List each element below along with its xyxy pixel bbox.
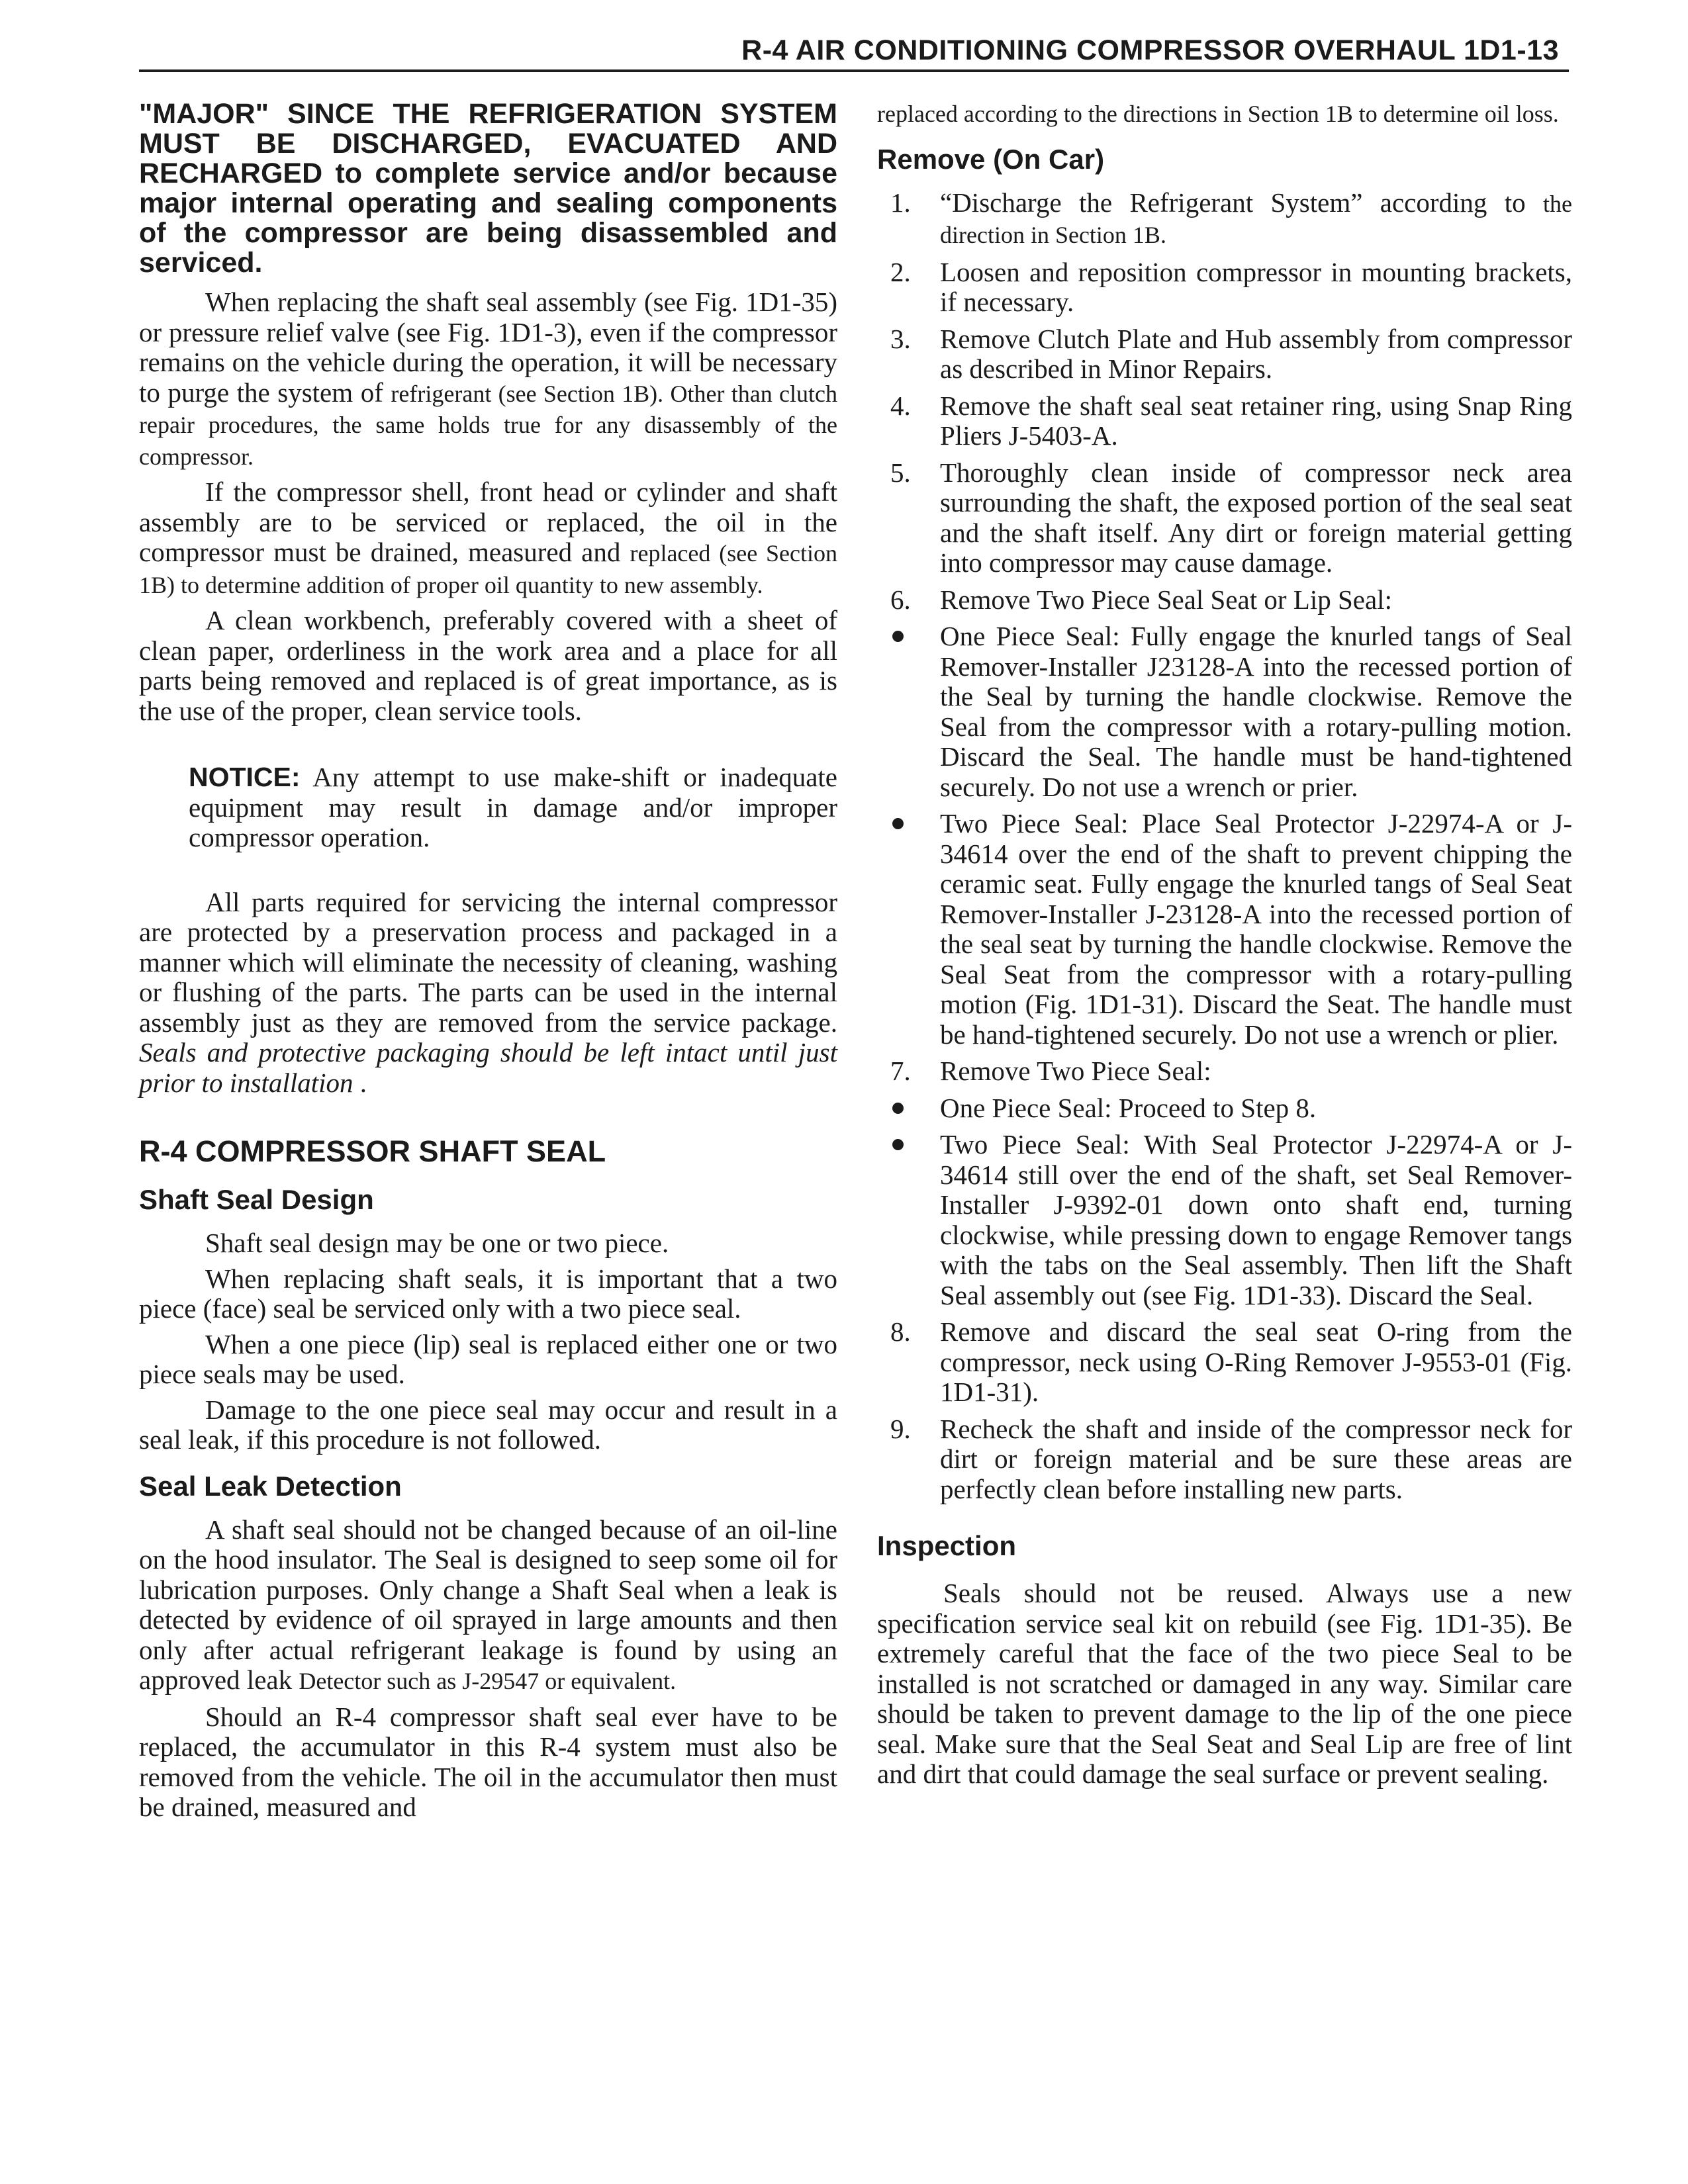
bullet-text: One Piece Seal: Fully engage the knurled tangs of Seal Remover-Installer J23128-A into the recessed portion of the Seal by turning the handle clockwise. Remove the Seal from the compressor with a rotary-pulling motion. Discard the Seal. The handle must be hand-tightened securely. Do not use a wrench or prier. [940, 621, 1572, 802]
step-text: Remove Two Piece Seal Seat or Lip Seal: [940, 584, 1392, 615]
step-main-text: “Discharge the Refrigerant System” according to [940, 187, 1526, 218]
paragraph-seal-design: Shaft seal design may be one or two piece. [205, 1228, 669, 1258]
paragraph-shaft-seal-replacement [139, 287, 837, 472]
paragraph-two-piece-seal: When replacing shaft seals, it is important that a two piece (face) seal be serviced only with a two piece seal. [139, 1263, 837, 1324]
paragraph-seal-damage: Damage to the one piece seal may occur and result in a seal leak, if this procedure is not followed. [139, 1394, 837, 1455]
step-number: 7. [890, 1056, 911, 1086]
remove-steps-list [877, 188, 1572, 1505]
paragraph-accumulator: Should an R-4 compressor shaft seal ever have to be replaced, the accumulator in this R-4 system must also be removed from the vehicle. The oil in the accumulator then must be drained, measured and [139, 1701, 837, 1822]
intro-caps-paragraph: "MAJOR" SINCE THE REFRIGERATION SYSTEM MUST BE DISCHARGED, EVACUATED AND RECHARGED to complete service and/or because major internal operating and sealing components of the compressor are being disassembled and serviced. [139, 98, 837, 279]
step-number: 6. [890, 584, 911, 615]
step-number: 4. [890, 390, 911, 421]
subsection-title-leak-detection: Seal Leak Detection [139, 1470, 402, 1502]
step-number: 3. [890, 323, 911, 354]
section-title: R-4 COMPRESSOR SHAFT SEAL [139, 1134, 606, 1168]
step-number: 2. [890, 256, 911, 287]
step-number: 1. [890, 187, 911, 218]
list-item [877, 324, 1572, 385]
list-item [877, 1130, 1572, 1310]
step-text: Remove and discard the seal seat O-ring from the compressor, neck using O-Ring Remover J-9553-01 (Fig. 1D1-31). [940, 1316, 1572, 1407]
paragraph-text: A shaft seal should not be changed because of an oil-line on the hood insulator. The Seal is designed to seep some oil for lubrication purposes. Only change a Shaft Seal when a leak is detected by evidence of oil sprayed in large amounts and then only after actual refrigerant leakage is found by using an approved leak [139, 1514, 837, 1695]
list-item [877, 257, 1572, 318]
paragraph-text: All parts required for servicing the internal compressor are protected by a preservation process and packaged in a manner which will eliminate the necessity of cleaning, washing or flushing of the parts. The parts can be used in the internal assembly just as they are removed from the service package. [139, 886, 837, 1038]
step-text: Remove Two Piece Seal: [940, 1056, 1211, 1086]
bullet-icon [877, 1093, 940, 1124]
list-item [877, 1317, 1572, 1408]
subsection-title-remove: Remove (On Car) [877, 143, 1105, 175]
bullet-icon [877, 809, 940, 1050]
paragraph-inspection: Seals should not be reused. Always use a new specification service seal kit on rebuild (see Fig. 1D1-35). Be extremely careful that the face of the two piece Seal to be installed is not scratched or damaged in any way. Similar care should be taken to prevent damage to the lip of the one piece seal. Make sure that the Seal Seat and Seal Lip are free of lint and dirt that could damage the seal surface or prevent sealing. [877, 1578, 1572, 1789]
step-text: Loosen and reposition compressor in mounting brackets, if necessary. [940, 256, 1572, 317]
paragraph-text: If the compressor shell, front head or cylinder and shaft assembly are to be serviced or replaced, the oil in the compressor must be drained, measured and [139, 477, 837, 567]
step-small-text: the direction in Section 1B. [940, 190, 1572, 248]
step-text: Remove Clutch Plate and Hub assembly from compressor as described in Minor Repairs. [940, 323, 1572, 384]
step-number: 9. [890, 1413, 911, 1444]
paragraph-small-text: replaced (see Section 1B) to determine addition of proper oil quantity to new assembly. [139, 540, 838, 598]
paragraph-end: . [353, 1067, 367, 1098]
page-header: R-4 AIR CONDITIONING COMPRESSOR OVERHAUL 1D1-13 [741, 34, 1559, 66]
list-item [877, 585, 1572, 615]
step-text: Thoroughly clean inside of compressor neck area surrounding the shaft, the exposed portion of the seal seat and the shaft itself. Any dirt or foreign material getting into compressor may cause damage. [940, 457, 1572, 578]
paragraph-workbench: A clean workbench, preferably covered with a sheet of clean paper, orderliness in the work area and a place for all parts being removed and replaced is of great importance, as is the use of the proper, clean service tools. [139, 605, 837, 726]
step-text: Recheck the shaft and inside of the compressor neck for dirt or foreign material and be sure these areas are perfectly clean before installing new parts. [940, 1413, 1572, 1504]
list-item [877, 188, 1572, 251]
paragraph-italic-text: Seals and protective packaging should be left intact until just prior to installation [139, 1037, 837, 1098]
step-text [940, 188, 1572, 251]
step-text: Remove the shaft seal seat retainer ring, using Snap Ring Pliers J-5403-A. [940, 390, 1572, 451]
list-item [877, 809, 1572, 1050]
subsection-title-shaft-seal-design: Shaft Seal Design [139, 1184, 374, 1215]
list-item [877, 458, 1572, 578]
right-column [877, 99, 1572, 1795]
list-item [877, 1414, 1572, 1505]
notice-label: NOTICE: [189, 762, 301, 792]
list-item [877, 391, 1572, 451]
paragraph-small-text: refrigerant (see Section 1B). Other than clutch repair procedures, the same holds true for any disassembly of the compressor. [139, 380, 837, 470]
notice-box [189, 762, 837, 853]
paragraph-small-text: Detector such as J-29547 or equivalent. [299, 1668, 677, 1694]
list-item [877, 1093, 1572, 1124]
paragraph-text: When replacing the shaft seal assembly (see Fig. 1D1-35) or pressure relief valve (see Fig. 1D1-3), even if the compressor remains on the vehicle during the operation, it will be necessary to purge the system of [139, 287, 837, 408]
header-rule [139, 69, 1569, 72]
step-number: 5. [890, 457, 911, 488]
paragraph-parts-preservation [139, 887, 837, 1099]
bullet-text: Two Piece Seal: With Seal Protector J-22974-A or J-34614 still over the end of the shaft, set Seal Remover-Installer J-9392-01 down onto shaft end, turning clockwise, while pressing down to engage Remover tangs with the tabs on the Seal assembly. Then lift the Shaft Seal assembly out (see Fig. 1D1-33). Discard the Seal. [940, 1129, 1572, 1310]
bullet-text: Two Piece Seal: Place Seal Protector J-22974-A or J-34614 over the end of the shaft to prevent chipping the ceramic seat. Fully engage the knurled tangs of Seal Seat Remover-Installer J-23128-A into the recessed portion of the seal seat by turning the handle clockwise. Remove the Seal Seat from the compressor with a rotary-pulling motion (Fig. 1D1-31). Discard the Seat. The handle must be hand-tightened securely. Do not use a wrench or plier. [940, 808, 1572, 1050]
left-column [139, 99, 837, 1828]
notice-text: Any attempt to use make-shift or inadequate equipment may result in damage and/or improper compressor operation. [189, 762, 837, 852]
paragraph-one-piece-seal: When a one piece (lip) seal is replaced either one or two piece seals may be used. [139, 1328, 837, 1389]
bullet-icon [877, 1130, 940, 1310]
bullet-text: One Piece Seal: Proceed to Step 8. [940, 1092, 1317, 1123]
continued-paragraph: replaced according to the directions in Section 1B to determine oil loss. [877, 101, 1559, 127]
list-item [877, 621, 1572, 802]
step-number: 8. [890, 1316, 911, 1347]
paragraph-oil-drain [139, 477, 837, 600]
list-item [877, 1056, 1572, 1087]
paragraph-leak-detection [139, 1515, 837, 1697]
subsection-title-inspection: Inspection [877, 1530, 1017, 1561]
bullet-icon [877, 621, 940, 802]
